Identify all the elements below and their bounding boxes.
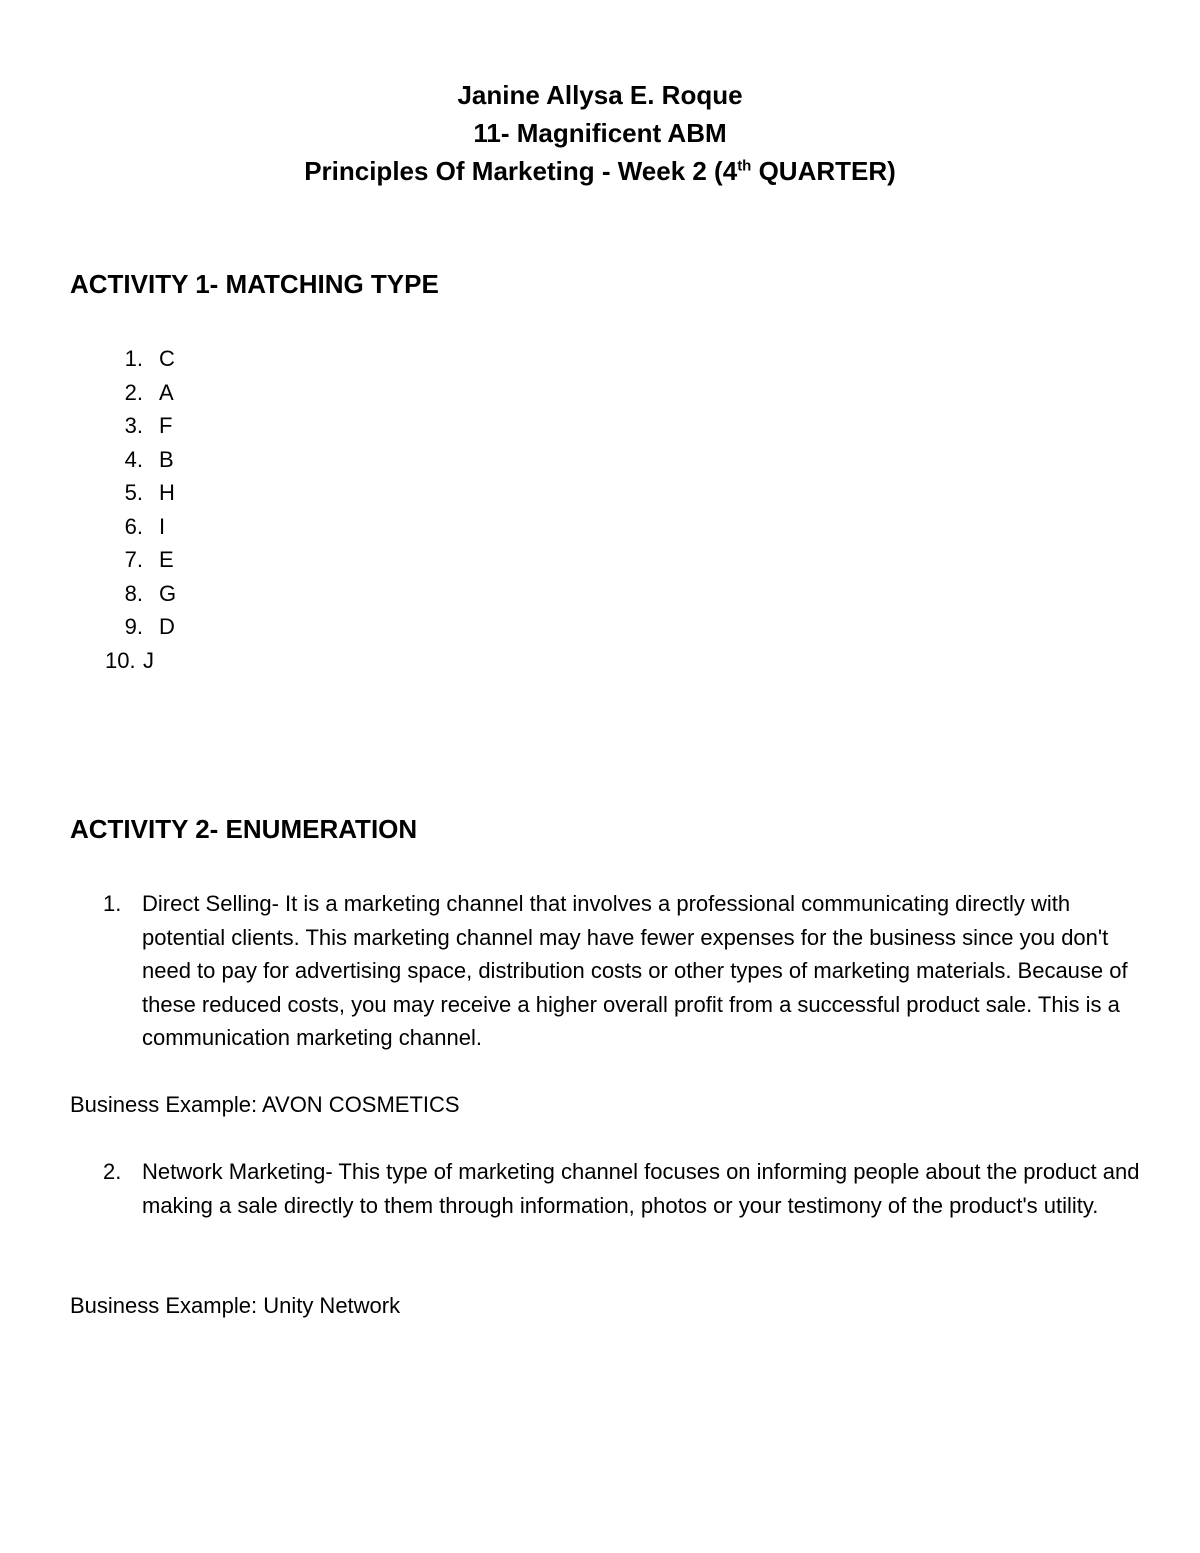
- list-item: [70, 476, 176, 510]
- enumeration-item: [103, 887, 1143, 1055]
- item-answer: G: [159, 580, 177, 606]
- enumeration-item: [103, 1155, 1143, 1222]
- list-item: [70, 543, 176, 577]
- list-item: [70, 376, 176, 410]
- document-header: [0, 76, 1200, 190]
- item-answer: E: [159, 547, 174, 572]
- subject-title-suffix: QUARTER): [751, 156, 896, 186]
- enumeration-number: 1.: [103, 891, 122, 916]
- item-answer: F: [159, 413, 173, 438]
- enumeration-text: Network Marketing- This type of marketing channel focuses on informing people about the product and making a sale directly to them through information, photos or your testimony of the product's utility.: [142, 1159, 1140, 1218]
- list-item: [70, 610, 176, 644]
- item-number: 1.: [124, 346, 143, 371]
- item-answer: H: [159, 480, 175, 505]
- item-number: 6.: [124, 513, 143, 539]
- subject-title-prefix: Principles Of Marketing - Week 2 (4: [304, 156, 738, 186]
- enumeration-text: Direct Selling- It is a marketing channel that involves a professional communicating directly with potential clients. This marketing channel may have fewer expenses for the business since you don't need to pay for advertising space, distribution costs or other types of marketing materials. Because of these reduced costs, you may receive a higher overall profit from a successful product sale. This is a communication marketing channel.: [142, 891, 1128, 1051]
- list-item: [70, 443, 176, 477]
- item-number: 7.: [124, 547, 143, 572]
- item-answer: J: [143, 647, 154, 673]
- item-answer: B: [159, 446, 174, 472]
- item-answer: A: [159, 379, 174, 405]
- item-number: 4.: [124, 446, 143, 472]
- item-answer: D: [159, 614, 175, 639]
- item-number: 5.: [124, 480, 143, 505]
- class-section: 11- Magnificent ABM: [473, 118, 727, 148]
- list-item: [70, 644, 176, 678]
- activity-1-heading: ACTIVITY 1- MATCHING TYPE: [70, 269, 439, 299]
- student-name: Janine Allysa E. Roque: [457, 80, 743, 110]
- list-item: [70, 510, 176, 544]
- item-number: 2.: [124, 379, 143, 405]
- list-item: [70, 577, 176, 611]
- item-number: 9.: [124, 614, 143, 639]
- subject-title: [0, 152, 1200, 190]
- activity-2-heading: ACTIVITY 2- ENUMERATION: [70, 814, 418, 844]
- list-item: [70, 342, 176, 376]
- list-item: [70, 409, 176, 443]
- item-number: 8.: [124, 580, 143, 606]
- subject-title-superscript: th: [737, 157, 752, 175]
- item-answer: C: [159, 346, 175, 371]
- item-number: 3.: [124, 413, 143, 438]
- business-example: Business Example: AVON COSMETICS: [70, 1092, 460, 1117]
- matching-answer-list: [70, 342, 176, 677]
- item-answer: I: [159, 513, 166, 539]
- business-example: Business Example: Unity Network: [70, 1293, 401, 1318]
- item-number: 10.: [105, 647, 136, 673]
- enumeration-number: 2.: [103, 1159, 122, 1184]
